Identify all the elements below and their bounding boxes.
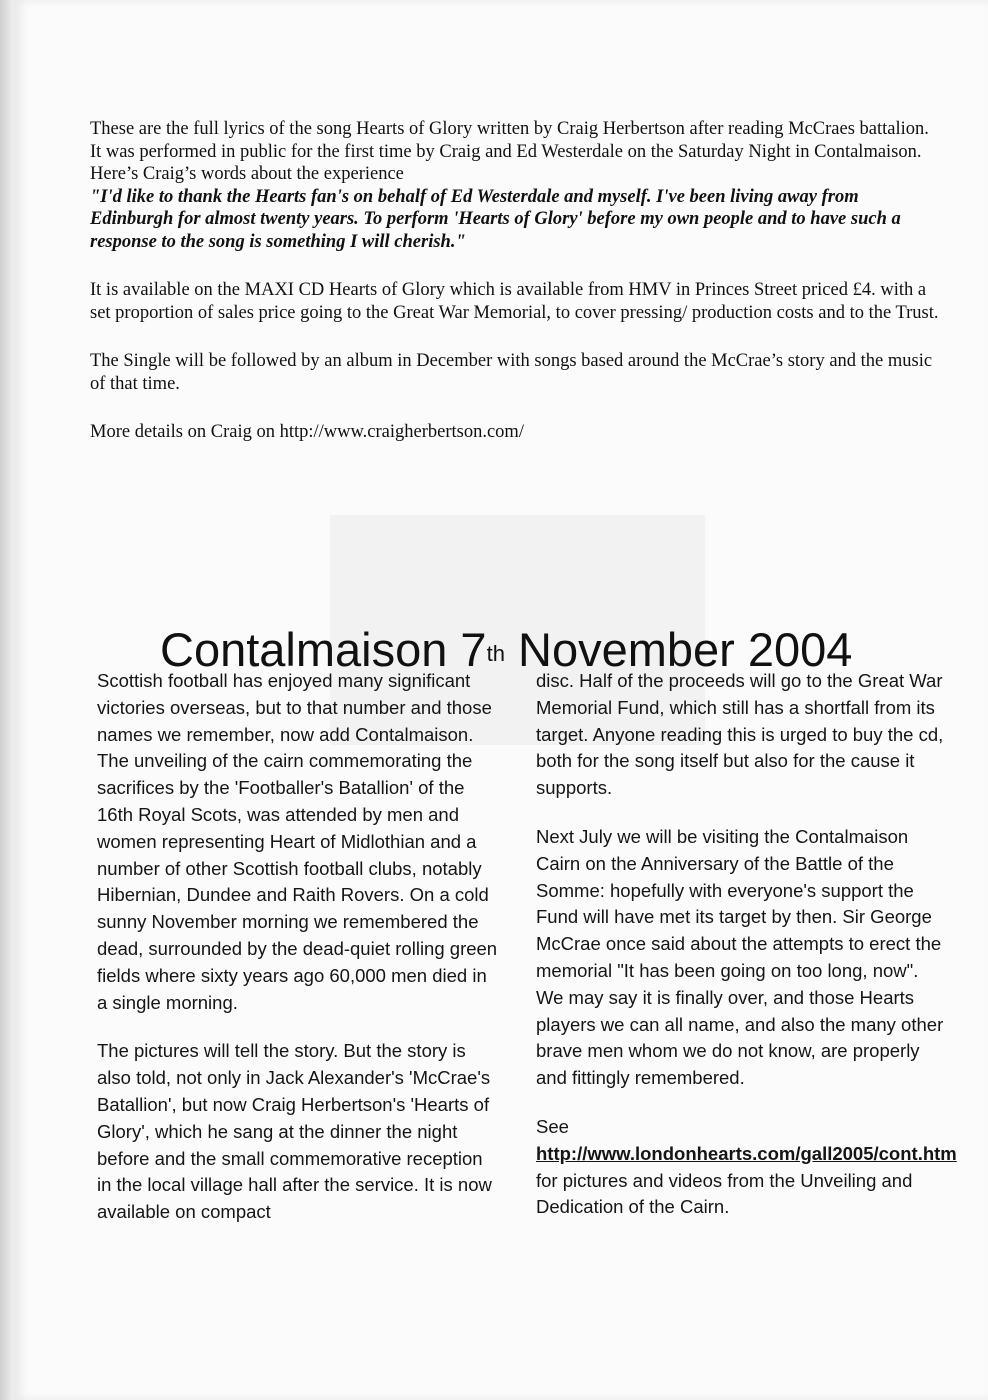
headline-date: November 2004 (504, 623, 853, 676)
right-paragraph-3 (536, 1114, 957, 1221)
headline-ordinal: th (486, 641, 505, 666)
intro-paragraph-2: It is available on the MAXI CD Hearts of Glory which is available from HMV in Princes Street priced £4. with a set proportion of sales price going to the Great War Memorial, to cover pressing/ production costs and to the Trust. (90, 280, 939, 323)
right-paragraph-1: disc. Half of the proceeds will go to the Great War Memorial Fund, which still has a shortfall from its target. Anyone reading this is urged to buy the cd, both for the song itself but also for the cause it supports. (536, 670, 944, 799)
left-paragraph-1: Scottish football has enjoyed many significant victories overseas, but to that number and those names we remember, now add Contalmaison. The unveiling of the cairn commemorating the sacrifices by the 'Footballer's Batallion' of the 16th Royal Scots, was attended by men and women representing Heart of Midlothian and a number of other Scottish football clubs, notably Hibernian, Dundee and Raith Rovers. On a cold sunny November morning we remembered the dead, surrounded by the dead-quiet rolling green fields where sixty years ago 60,000 men died in a single morning. (97, 670, 498, 1013)
craig-quote: "I'd like to thank the Hearts fan's on behalf of Ed Westerdale and myself. I've been living away from Edinburgh for almost twenty years. To perform 'Hearts of Glory' before my own people and to have such a response to the song is something I will cherish." (90, 186, 901, 252)
right-paragraph-2: Next July we will be visiting the Contalmaison Cairn on the Anniversary of the Battle of the Somme: hopefully with everyone's support the Fund will have met its target by then. Sir George McCrae once said about the attempts to erect the memorial "It has been going on too long, now". We may say it is finally over, and those Hearts players we can all name, and also the many other brave men whom we do not know, are properly and fittingly remembered. (536, 825, 944, 1089)
article-column-left (97, 668, 502, 1226)
intro-paragraph-3: The Single will be followed by an album in December with songs based around the McCrae’s story and the music of that time. (90, 351, 933, 394)
intro-section (90, 118, 940, 444)
headline-main: Contalmaison 7 (160, 623, 487, 676)
intro-paragraph-1: These are the full lyrics of the song Hearts of Glory written by Craig Herbertson after reading McCraes battalion. It was performed in public for the first time by Craig and Ed Westerdale on the Saturday Night in Contalmaison. Here’s Craig’s words about the experience (90, 119, 929, 184)
see-label: See (536, 1115, 569, 1137)
gallery-link[interactable]: http://www.londonhearts.com/gall2005/cont.htm (536, 1142, 957, 1164)
binding-edge (0, 0, 14, 1400)
intro-paragraph-4: More details on Craig on http://www.craigherbertson.com/ (90, 422, 524, 442)
article-column-right (536, 668, 957, 1221)
gallery-link-description: for pictures and videos from the Unveiling and Dedication of the Cairn. (536, 1169, 913, 1218)
left-paragraph-2: The pictures will tell the story. But the story is also told, not only in Jack Alexander's 'McCrae's Batallion', but now Craig Herbertson's 'Hearts of Glory', which he sang at the dinner the night before and the small commemorative reception in the local village hall after the service. It is now available on compact (97, 1040, 492, 1223)
